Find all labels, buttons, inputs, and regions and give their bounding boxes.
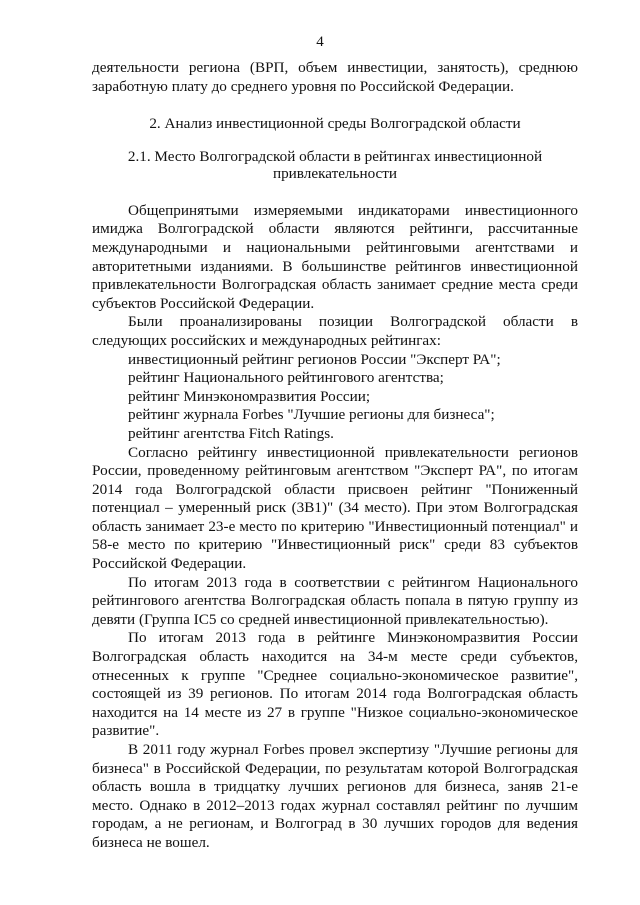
list-item: инвестиционный рейтинг регионов России "Эксперт РА";	[128, 350, 501, 368]
list-item: рейтинг агентства Fitch Ratings.	[128, 424, 334, 442]
paragraph-expert-ra: Согласно рейтингу инвестиционной привлекательности регионов России, проведенному рейтинговым агентством "Эксперт РА", по итогам 2014 года Волгоградской области присвоен рейтинг "Пониженный потенциал – умеренный риск (3В1)" (34 место). При этом Волгоградская область занимает 23-е место по критерию "Инвестиционный потенциал" и 58-е место по критерию "Инвестиционный риск" среди 83 субъектов Российской Федерации.	[92, 443, 578, 573]
document-body	[92, 59, 578, 853]
paragraph-national-agency: По итогам 2013 года в соответствии с рейтингом Национального рейтингового агентства Волгоградская область попала в пятую группу из девяти (Группа IC5 со средней инвестиционной привлекательностью).	[92, 573, 578, 628]
paragraph-ratings-intro: Были проанализированы позиции Волгоградской области в следующих российских и международных рейтингах:	[92, 313, 578, 349]
paragraph-minek: По итогам 2013 года в рейтинге Минэкономразвития России Волгоградская область находится на 34-м месте среди субъектов, отнесенных к группе "Среднее социально-экономическое развитие", состоящей из 39 регионов. По итогам 2014 года Волгоградская область находится на 14 месте из 27 в группе "Низкое социально-экономическое развитие".	[92, 629, 578, 740]
list-item: рейтинг Национального рейтингового агентства;	[128, 369, 444, 387]
list-item: рейтинг журнала Forbes "Лучшие регионы для бизнеса";	[128, 406, 495, 424]
section-heading: 2. Анализ инвестиционной среды Волгоградской области	[149, 115, 521, 133]
paragraph-forbes: В 2011 году журнал Forbes провел экспертизу "Лучшие регионы для бизнеса" в Российской Федерации, по результатам которой Волгоградская область вошла в тридцатку лучших регионов для бизнеса, заняв 21-е место. Однако в 2012–2013 годах журнал составлял рейтинг по лучшим городам, а не регионам, и Волгоград в 30 лучших городов для ведения бизнеса не вошел.	[92, 741, 578, 851]
page-number: 4	[316, 34, 324, 50]
intro-paragraph: деятельности региона (ВРП, объем инвестиции, занятость), среднюю заработную плату до среднего уровня по Российской Федерации.	[92, 59, 578, 95]
list-item: рейтинг Минэкономразвития России;	[128, 387, 371, 405]
ratings-list	[92, 351, 578, 444]
subsection-heading: 2.1. Место Волгоградской области в рейтингах инвестиционной привлекательности	[127, 147, 543, 183]
paragraph-indicators: Общепринятыми измеряемыми индикаторами инвестиционного имиджа Волгоградской области являются рейтинги, рассчитанные международными и национальными рейтинговыми агентствами и авторитетными изданиями. В большинстве рейтингов инвестиционной привлекательности Волгоградская область занимает средние места среди субъектов Российской Федерации.	[92, 201, 578, 312]
